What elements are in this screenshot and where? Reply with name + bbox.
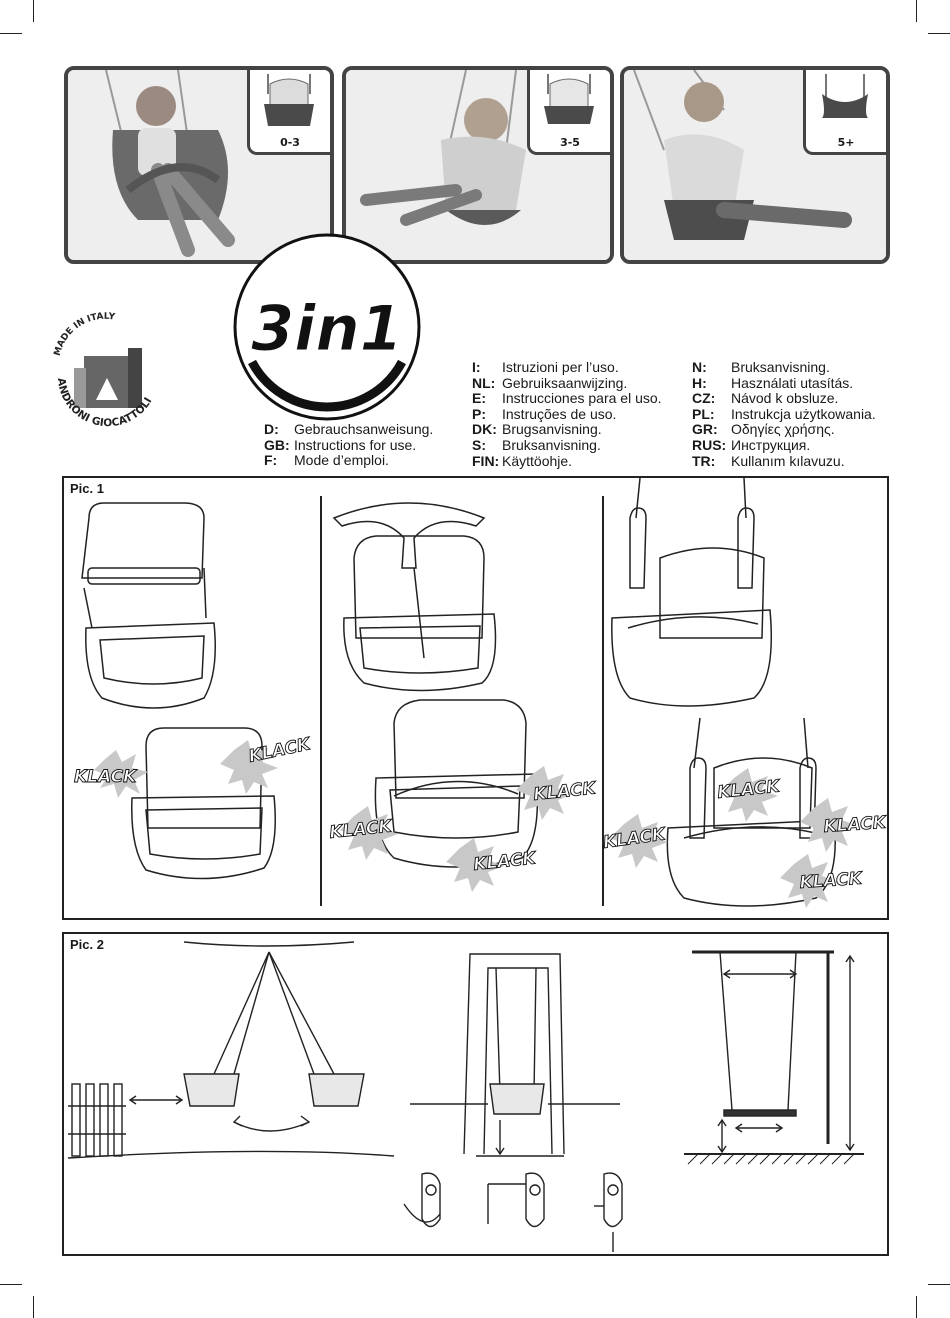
language-entry: CZ: Návod k obsluze. [692,390,839,407]
age-panel-5-plus [620,66,890,264]
crop-mark [0,33,22,34]
language-entry: E: Instrucciones para el uso. [472,390,662,407]
crop-mark [0,1284,22,1285]
age-label: 0-3 [280,136,300,149]
installation-drawings [64,934,887,1254]
age-label: 3-5 [560,136,580,149]
made-in-italy-text: MADE IN ITALY [52,312,116,358]
klack-label: KLACK [328,816,393,843]
language-entry: F: Mode d’emploi. [264,452,389,469]
language-entry: DK: Brugsanvisning. [472,421,602,438]
pic1-title: Pic. 1 [70,481,104,496]
language-entry: I: Istruzioni per l’uso. [472,359,619,375]
language-entry: N: Bruksanvisning. [692,359,830,375]
language-entry: S: Bruksanvisning. [472,436,601,453]
language-entry: H: Használati utasítás. [692,374,854,391]
klack-label: KLACK [798,868,863,893]
language-entry: GR: Οδηγίες χρήσης. [692,421,835,438]
3in1-logo [232,232,422,422]
language-entry: FIN: Käyttöohje. [472,452,573,469]
language-list-col3 [692,360,876,469]
crop-mark [33,1296,34,1318]
crop-mark [928,1284,950,1285]
androni-giocattoli-logo [48,312,166,440]
language-entry: P: Instruções de uso. [472,405,617,422]
age-badge-seat-image [803,70,886,155]
language-entry: NL: Gebruiksaanwijzing. [472,374,628,391]
age-badge-seat-image [247,70,330,155]
language-entry: PL: Instrukcja użytkowania. [692,405,876,422]
toddler-seat-icon [260,74,318,130]
age-label: 5+ [837,136,855,149]
language-list-col1 [264,422,433,469]
crop-mark [928,33,950,34]
language-entry: GB: Instructions for use. [264,436,417,453]
assembly-drawings [64,478,887,918]
flat-seat-icon [816,74,874,130]
crop-mark [916,0,917,22]
crop-mark [33,0,34,22]
crop-mark [916,1296,917,1318]
logo-text: 3in1 [251,292,403,365]
pic2-title: Pic. 2 [70,937,104,952]
company-name-text: ANDRONI GIOCATTOLI [54,377,155,430]
language-entry: RUS: Инструкция. [692,436,811,453]
language-entry: TR: Kullanım kılavuzu. [692,452,845,469]
language-entry: D: Gebrauchsanweisung. [264,421,434,437]
klack-label: KLACK [246,734,312,767]
klack-label: KLACK [822,812,887,837]
svg-text:MADE IN ITALY [53,312,116,357]
klack-label: KLACK [601,824,667,853]
klack-label: KLACK [716,776,781,803]
language-list-col2 [472,360,662,469]
pic1-assembly-frame [62,476,889,920]
age-badge-seat-image [527,70,610,155]
klack-label: KLACK [472,848,537,875]
child-seat-icon [540,74,598,130]
pic2-installation-frame [62,932,889,1256]
klack-label: KLACK [74,767,137,787]
klack-label: KLACK [532,778,597,805]
